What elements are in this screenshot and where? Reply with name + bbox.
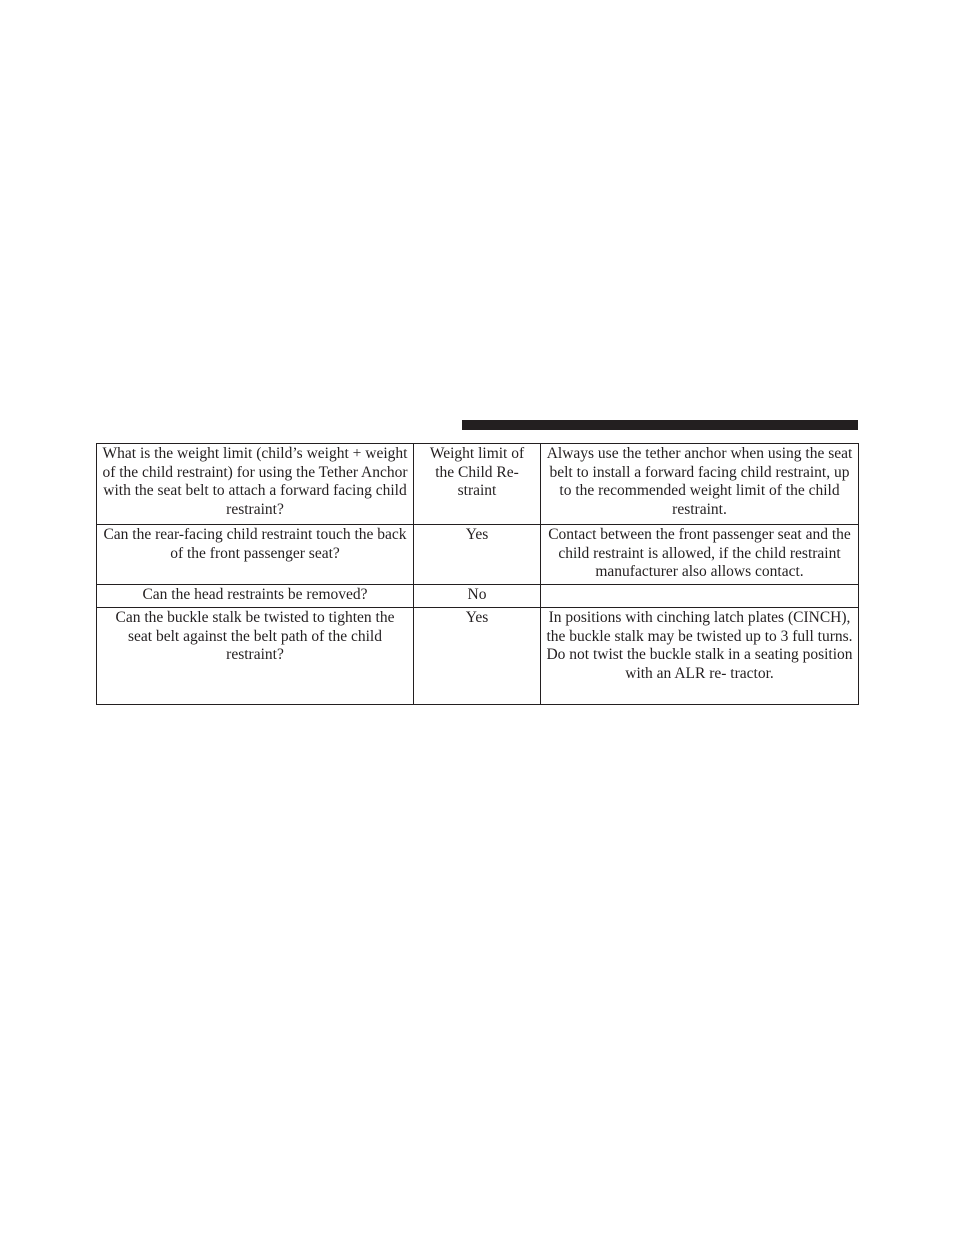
table-row: [97, 525, 859, 585]
question-cell: Can the rear-facing child restraint touch the back of the front passenger seat?: [97, 525, 414, 585]
child-restraint-faq-table: [96, 443, 859, 705]
notes-cell: [541, 585, 859, 608]
table-row: [97, 608, 859, 705]
notes-cell: Always use the tether anchor when using the seat belt to install a forward facing child restraint, up to the recommended weight limit of the child restraint.: [541, 444, 859, 525]
question-cell: What is the weight limit (child’s weight + weight of the child restraint) for using the Tether Anchor with the seat belt to attach a forward facing child restraint?: [97, 444, 414, 525]
notes-cell: In positions with cinching latch plates (CINCH), the buckle stalk may be twisted up to 3 full turns. Do not twist the buckle stalk in a seating position with an ALR re- tractor.: [541, 608, 859, 705]
notes-cell: Contact between the front passenger seat and the child restraint is allowed, if the child restraint manufacturer also allows contact.: [541, 525, 859, 585]
answer-cell: No: [414, 585, 541, 608]
question-cell: Can the buckle stalk be twisted to tighten the seat belt against the belt path of the child restraint?: [97, 608, 414, 705]
answer-cell: Yes: [414, 525, 541, 585]
answer-cell: Yes: [414, 608, 541, 705]
section-header-bar: [462, 420, 858, 430]
table-row: [97, 444, 859, 525]
question-cell: Can the head restraints be removed?: [97, 585, 414, 608]
answer-cell: Weight limit of the Child Re- straint: [414, 444, 541, 525]
table-row: [97, 585, 859, 608]
